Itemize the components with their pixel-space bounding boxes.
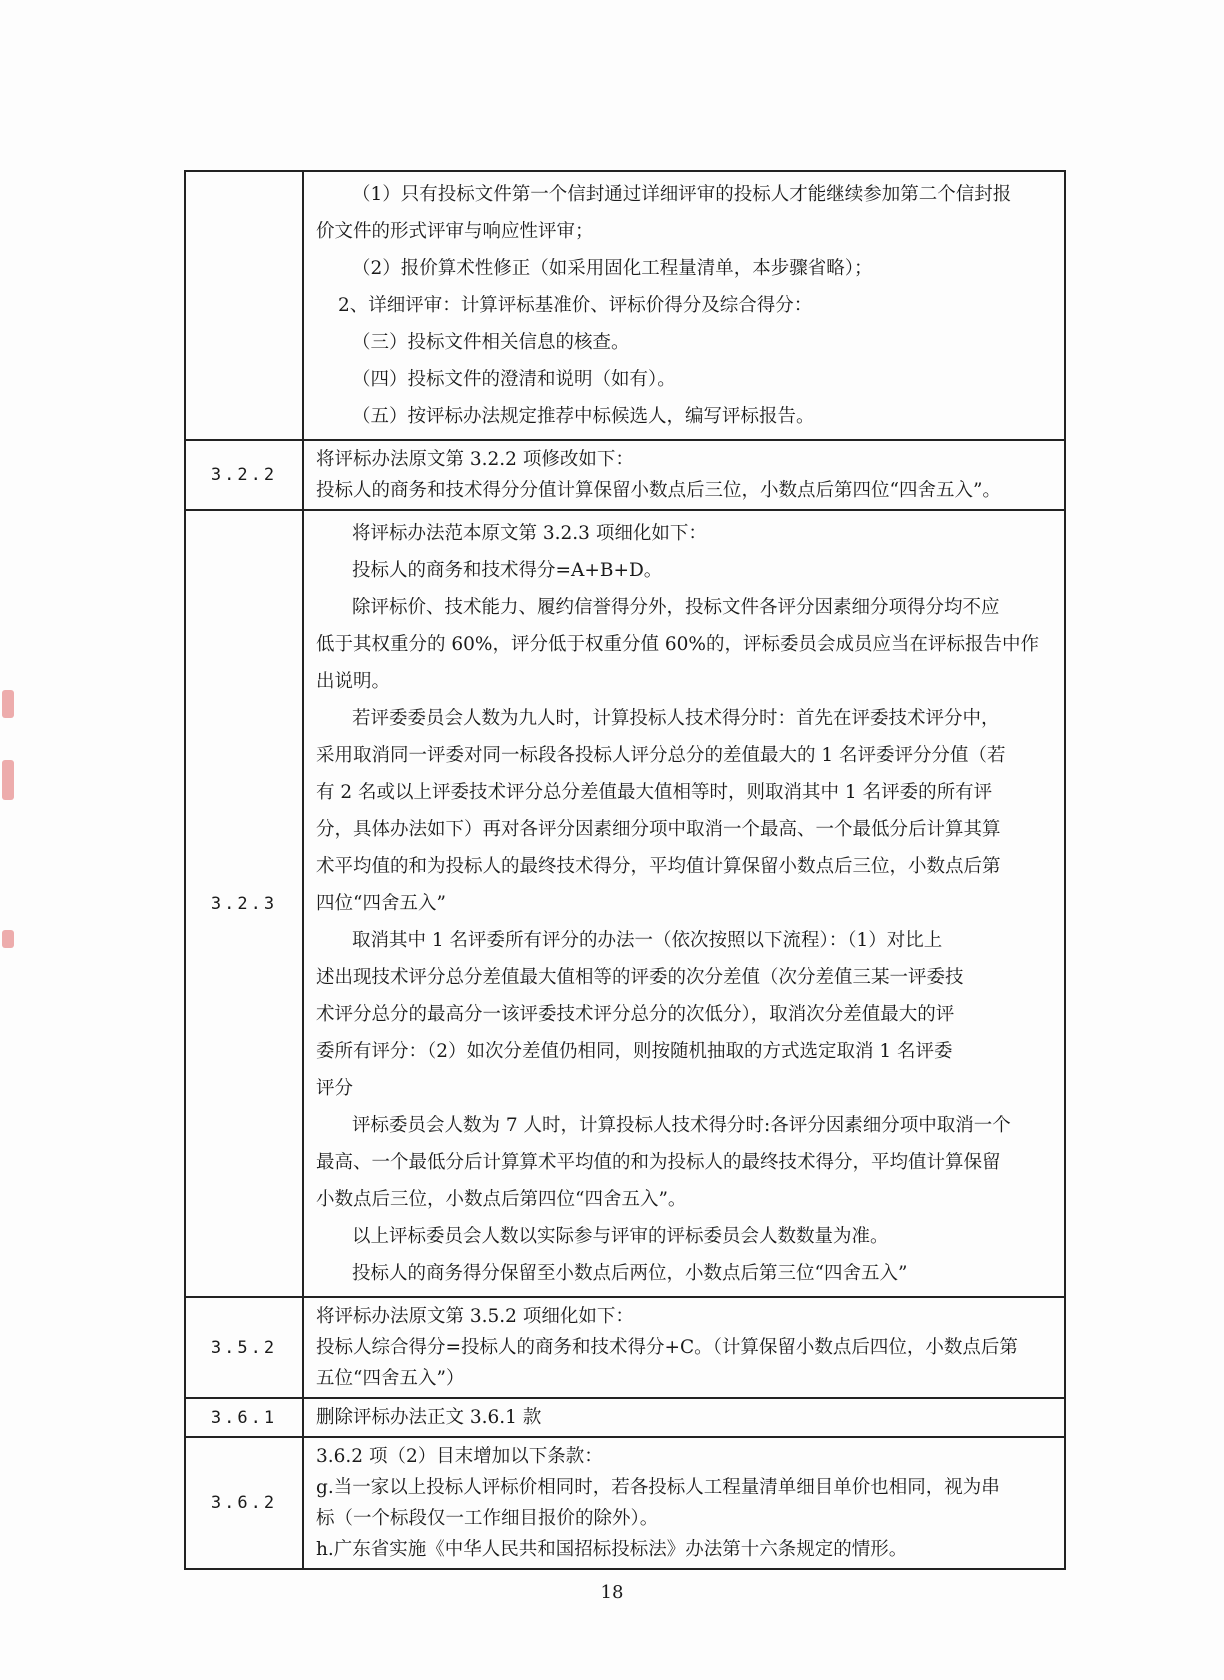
text-line: 将评标办法原文第 3.2.2 项修改如下：	[316, 449, 634, 470]
clause-content-cell	[303, 1437, 1065, 1569]
text-line: 小数点后三位，小数点后第四位“四舍五入”。	[316, 1189, 687, 1210]
text-line: （1）只有投标文件第一个信封通过详细评审的投标人才能继续参加第二个信封报	[352, 184, 1012, 205]
clause-code-cell: 3.6.2	[185, 1437, 303, 1569]
text-line: 述出现技术评分总分差值最大值相等的评委的次分差值（次分差值三某一评委技	[316, 967, 964, 988]
text-line: 2、详细评审：计算评标基准价、评标价得分及综合得分：	[338, 295, 813, 316]
table-row	[185, 510, 1065, 1297]
text-line: 标（一个标段仅一工作细目报价的除外）。	[316, 1508, 659, 1529]
clause-content-cell	[303, 1398, 1065, 1437]
text-line: 评标委员会人数为 7 人时，计算投标人技术得分时:各评分因素细分项中取消一个	[352, 1115, 1011, 1136]
text-line: 3.6.2 项（2）目末增加以下条款：	[316, 1446, 603, 1467]
text-line: （五）按评标办法规定推荐中标候选人，编写评标报告。	[352, 406, 815, 427]
text-line: 有 2 名或以上评委技术评分总分差值最大值相等时，则取消其中 1 名评委的所有评	[316, 782, 993, 803]
text-line: （三）投标文件相关信息的核查。	[352, 332, 630, 353]
text-line: 投标人的商务和技术得分=A+B+D。	[352, 560, 663, 581]
text-line: 投标人的商务得分保留至小数点后两位，小数点后第三位“四舍五入”	[352, 1263, 908, 1284]
clause-content-cell	[303, 1297, 1065, 1398]
text-line: 取消其中 1 名评委所有评分的办法一（依次按照以下流程）：（1）对比上	[352, 930, 943, 951]
seal-edge-mark	[2, 760, 14, 800]
table-row	[185, 171, 1065, 440]
text-line: （四）投标文件的澄清和说明（如有）。	[352, 369, 676, 390]
page-number: 18	[600, 1582, 624, 1603]
text-line: 以上评标委员会人数以实际参与评审的评标委员会人数数量为准。	[352, 1226, 889, 1247]
text-line: 低于其权重分的 60%，评分低于权重分值 60%的，评标委员会成员应当在评标报告中作	[316, 634, 1040, 655]
text-line: 将评标办法范本原文第 3.2.3 项细化如下：	[352, 523, 707, 544]
table-row	[185, 1398, 1065, 1437]
text-line: 评分	[316, 1078, 354, 1099]
text-line: 出说明。	[316, 671, 391, 692]
table-row	[185, 1297, 1065, 1398]
clause-content-cell	[303, 171, 1065, 440]
text-line: 投标人综合得分=投标人的商务和技术得分+C。（计算保留小数点后四位，小数点后第	[316, 1337, 1018, 1358]
text-line: 投标人的商务和技术得分分值计算保留小数点后三位，小数点后第四位“四舍五入”。	[316, 480, 1001, 501]
table-row	[185, 440, 1065, 510]
text-line: h.广东省实施《中华人民共和国招标投标法》办法第十六条规定的情形。	[316, 1539, 908, 1560]
evaluation-rules-table	[184, 170, 1066, 1570]
text-line: （2）报价算术性修正（如采用固化工程量清单，本步骤省略）；	[352, 258, 873, 279]
clause-content-cell	[303, 440, 1065, 510]
text-line: 最高、一个最低分后计算算术平均值的和为投标人的最终技术得分，平均值计算保留	[316, 1152, 1001, 1173]
text-line: 分，具体办法如下）再对各评分因素细分项中取消一个最高、一个最低分后计算其算	[316, 819, 1001, 840]
text-line: 采用取消同一评委对同一标段各投标人评分总分的差值最大的 1 名评委评分分值（若	[316, 745, 1006, 766]
seal-edge-mark	[2, 690, 14, 718]
text-line: 术评分总分的最高分一该评委技术评分总分的次低分），取消次分差值最大的评	[316, 1004, 955, 1025]
text-line: g.当一家以上投标人评标价相同时，若各投标人工程量清单细目单价也相同，视为串	[316, 1477, 1000, 1498]
text-line: 除评标价、技术能力、履约信誉得分外，投标文件各评分因素细分项得分均不应	[352, 597, 1000, 618]
clause-content-cell	[303, 510, 1065, 1297]
text-line: 委所有评分：（2）如次分差值仍相同，则按随机抽取的方式选定取消 1 名评委	[316, 1041, 953, 1062]
text-line: 若评委委员会人数为九人时，计算投标人技术得分时：首先在评委技术评分中，	[352, 708, 1000, 729]
text-line: 删除评标办法正文 3.6.1 款	[316, 1407, 542, 1428]
text-line: 术平均值的和为投标人的最终技术得分，平均值计算保留小数点后三位，小数点后第	[316, 856, 1001, 877]
text-line: 五位“四舍五入”）	[316, 1368, 465, 1389]
clause-code-cell: 3.2.2	[185, 440, 303, 510]
table-row	[185, 1437, 1065, 1569]
clause-code-cell: 3.2.3	[185, 510, 303, 1297]
clause-code-cell	[185, 171, 303, 440]
seal-edge-mark	[2, 930, 14, 948]
clause-code-cell: 3.5.2	[185, 1297, 303, 1398]
clause-code-cell: 3.6.1	[185, 1398, 303, 1437]
text-line: 四位“四舍五入”	[316, 893, 446, 914]
text-line: 将评标办法原文第 3.5.2 项细化如下：	[316, 1306, 634, 1327]
text-line: 价文件的形式评审与响应性评审；	[316, 221, 594, 242]
